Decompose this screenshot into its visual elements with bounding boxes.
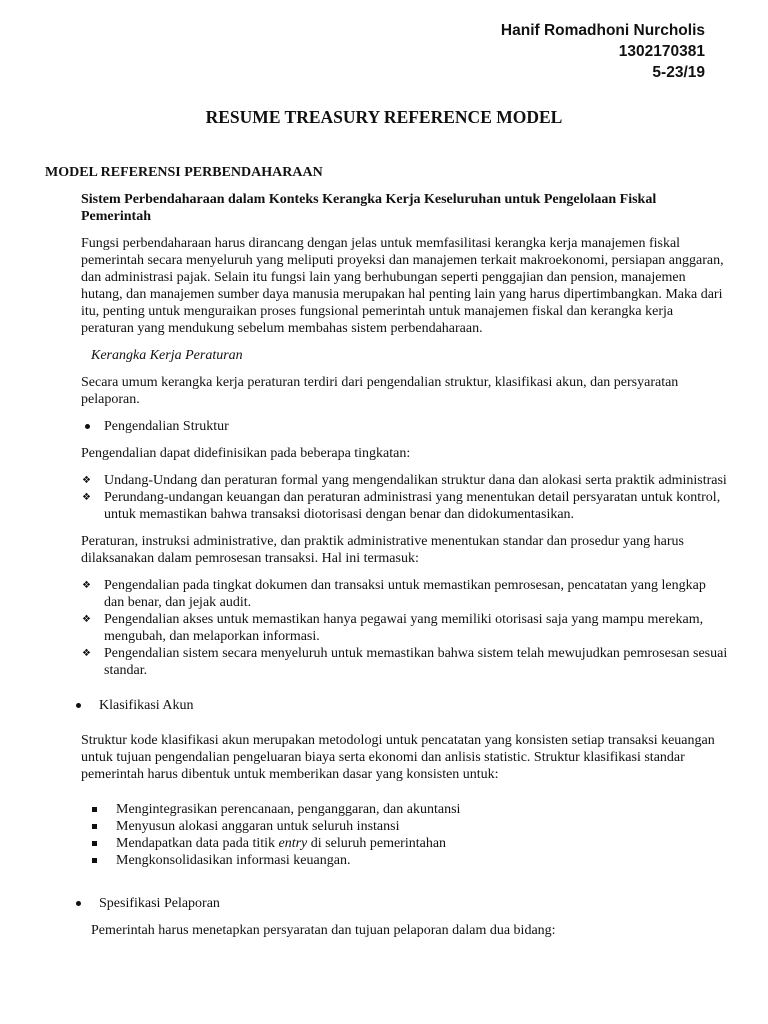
list-item: Menyusun alokasi anggaran untuk seluruh instansi	[87, 818, 729, 835]
entry-item-after: di seluruh pemerintahan	[307, 836, 447, 851]
reporting-bullet: Spesifikasi Pelaporan	[72, 895, 729, 912]
list-item: Mengintegrasikan perencanaan, penganggaran, dan akuntansi	[87, 801, 729, 818]
list-item: ❖ Undang-Undang dan peraturan formal yang mengendalikan struktur dana dan alokasi serta praktik administrasi	[81, 472, 729, 489]
framework-paragraph: Secara umum kerangka kerja peraturan terdiri dari pengendalian struktur, klasifikasi akun, dan persyaratan pelaporan.	[81, 375, 679, 407]
classification-bullet-list	[72, 697, 729, 714]
intro-paragraph: Fungsi perbendaharaan harus dirancang dengan jelas untuk memfasilitasi kerangka kerja manajemen fiskal pemerintah secara menyeluruh yang meliputi proyeksi dan manajemen terkait makroekonomi, persiapan anggaran, dan administrasi pajak. Selain itu fungsi lain yang berhubungan seperti penggajian dan pension, manajemen hutang, dan manajemen sumber daya manusia merupakan hal penting lain yang harus dipertimbangkan. Maka dari itu, penting untuk menguraikan proses fungsional pemerintah untuk manajemen fiskal dan kerangka kerja peraturan yang mendukung sebelum membahas sistem perbendaharaan.	[81, 236, 724, 336]
control-bullet: Pengendalian Struktur	[81, 418, 729, 435]
section-heading: MODEL REFERENSI PERBENDAHARAAN	[45, 165, 323, 180]
document-title: RESUME TREASURY REFERENCE MODEL	[205, 107, 563, 127]
reporting-bullet-list	[72, 895, 729, 912]
student-id: 1302170381	[618, 43, 705, 60]
control-intro: Pengendalian dapat didefinisikan pada beberapa tingkatan:	[81, 446, 411, 461]
control-items-list	[81, 577, 729, 679]
list-item: ❖ Pengendalian akses untuk memastikan hanya pegawai yang memiliki otorisasi saja yang mampu merekam, mengubah, dan melaporkan informasi.	[81, 611, 729, 645]
subheading: Sistem Perbendaharaan dalam Konteks Kerangka Kerja Keseluruhan untuk Pengelolaan Fiskal Pemerintah	[81, 192, 657, 224]
entry-item-before: Mendapatkan data pada titik	[116, 836, 279, 851]
reporting-paragraph: Pemerintah harus menetapkan persyaratan dan tujuan pelaporan dalam dua bidang:	[91, 923, 556, 938]
entry-item-italic: entry	[278, 836, 308, 851]
framework-heading: Kerangka Kerja Peraturan	[91, 348, 243, 363]
classification-bullet: Klasifikasi Akun	[72, 697, 729, 714]
list-item: Mengkonsolidasikan informasi keuangan.	[87, 852, 729, 869]
list-item: ❖ Pengendalian sistem secara menyeluruh untuk memastikan bahwa sistem telah mewujudkan pemrosesan sesuai standar.	[81, 645, 729, 679]
document-date: 5-23/19	[652, 64, 705, 81]
list-item	[87, 835, 729, 852]
author-header	[501, 20, 705, 83]
list-item: ❖ Perundang-undangan keuangan dan peraturan administrasi yang menentukan detail persyaratan untuk kontrol, untuk memastikan bahwa transaksi diotorisasi dengan benar dan didokumentasikan.	[81, 489, 729, 523]
classification-paragraph: Struktur kode klasifikasi akun merupakan metodologi untuk pencatatan yang konsisten setiap transaksi keuangan untuk tujuan pengendalian pengeluaran biaya serta ekonomi dan anlisis statistic. Struktur klasifikasi standar pemerintah harus dibentuk untuk memberikan dasar yang konsisten untuk:	[81, 733, 715, 782]
control-levels-list	[81, 472, 729, 523]
list-item: ❖ Pengendalian pada tingkat dokumen dan transaksi untuk memastikan pemrosesan, pencatatan yang lengkap dan benar, dan jejak audit.	[81, 577, 729, 611]
classification-items-list	[87, 801, 729, 869]
author-name: Hanif Romadhoni Nurcholis	[500, 22, 705, 39]
control-bullet-list	[81, 418, 729, 435]
document-body	[45, 164, 729, 949]
control-paragraph: Peraturan, instruksi administrative, dan praktik administrative menentukan standar dan prosedur yang harus dilaksanakan dalam pemrosesan transaksi. Hal ini termasuk:	[81, 534, 685, 566]
